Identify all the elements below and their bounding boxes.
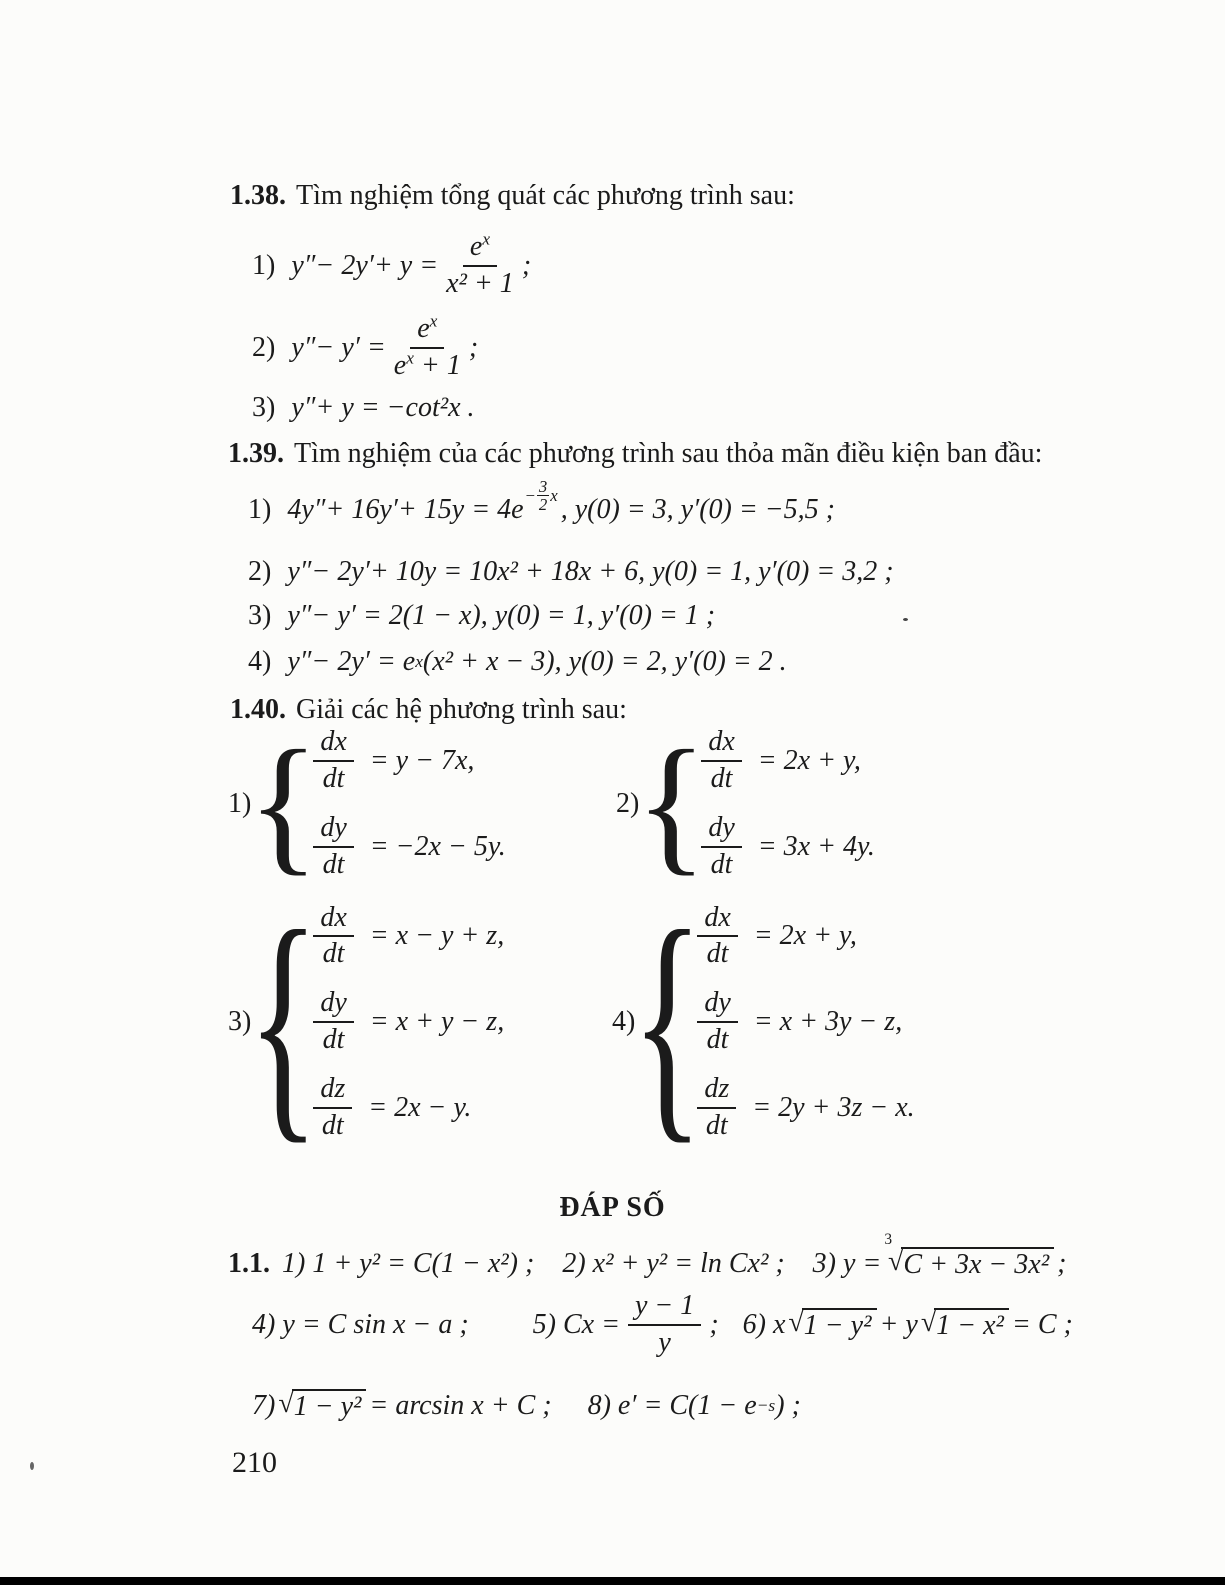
system-equation: $\frac{dx}{dt}$ = 2x + y, bbox=[689, 903, 914, 971]
left-brace: { bbox=[635, 719, 708, 889]
item-number: 2) bbox=[252, 332, 276, 363]
problem-1-38-title: Tìm nghiệm tổng quát các phương trình sau: bbox=[296, 180, 795, 211]
square-root: √ 1 − x² bbox=[921, 1308, 1009, 1342]
system-1 bbox=[228, 719, 506, 889]
item-number: 3) bbox=[252, 392, 276, 423]
square-root: √ 1 − y² bbox=[788, 1308, 876, 1342]
answer-5: 5) Cx = $\frac{y - 1}{y}$ ; bbox=[532, 1290, 719, 1358]
equation-1-38-2 bbox=[252, 306, 478, 390]
system-4 bbox=[612, 879, 915, 1165]
system-equation: $\frac{dy}{dt}$ = x + 3y − z, bbox=[689, 988, 914, 1056]
answer-4: 4) y = C sin x − a ; bbox=[252, 1309, 469, 1340]
problem-1-39-title: Tìm nghiệm của các phương trình sau thỏa mãn điều kiện ban đầu: bbox=[294, 438, 1043, 469]
equation-lhs: y″− 2y′+ y = bbox=[291, 250, 439, 281]
equation-1-39-4: 4) y″− 2y′ = e x (x² + x − 3), y(0) = 2, y′(0) = 2 . bbox=[248, 646, 787, 677]
fraction-numerator: $e^x$ bbox=[410, 314, 444, 349]
equation-1-39-3 bbox=[248, 596, 715, 636]
fraction-denominator: $e^x + 1$ bbox=[393, 348, 461, 381]
system-equations bbox=[689, 903, 914, 1142]
item-number: 4) bbox=[248, 646, 272, 677]
answer-1: 1) 1 + y² = C(1 − x²) ; bbox=[282, 1248, 535, 1279]
item-number: 1) bbox=[252, 250, 276, 281]
equation-text: y″+ y = −cot²x . bbox=[291, 392, 475, 423]
item-number: 2) bbox=[616, 788, 640, 819]
answers-heading: ĐÁP SỐ bbox=[559, 1192, 666, 1223]
cube-root: $^3$ √ C + 3x − 3x² bbox=[884, 1247, 1054, 1281]
system-2 bbox=[616, 719, 875, 889]
answer-6: 6) x √ 1 − y² + y √ 1 − x² = C ; bbox=[742, 1307, 1073, 1342]
system-equation: $\frac{dy}{dt}$ = −2x − 5y. bbox=[305, 813, 505, 881]
answer-3: 3) y = $^3$ √ C + 3x − 3x² ; bbox=[812, 1231, 1067, 1281]
item-number: 1) bbox=[248, 494, 272, 525]
item-number: 3) bbox=[228, 1006, 252, 1037]
equation-lhs: y″− y′ = bbox=[291, 332, 386, 363]
system-equation: $\frac{dx}{dt}$ = x − y + z, bbox=[305, 903, 504, 971]
scan-artifact bbox=[903, 618, 908, 621]
equation-text: y″− 2y′+ 10y = 10x² + 18x + 6, y(0) = 1, y′(0) = 3,2 ; bbox=[287, 556, 894, 587]
equation-post: , y(0) = 3, y′(0) = −5,5 ; bbox=[560, 494, 835, 525]
fraction bbox=[446, 229, 514, 300]
system-equation: $\frac{dy}{dt}$ = 3x + 4y. bbox=[693, 813, 875, 881]
problem-1-39-heading bbox=[228, 438, 1042, 470]
answers-set-number: 1.1. bbox=[228, 1248, 270, 1279]
system-equations bbox=[693, 727, 875, 880]
system-equation: $\frac{dy}{dt}$ = x + y − z, bbox=[305, 988, 504, 1056]
fraction-denominator: x² + 1 bbox=[446, 268, 514, 299]
left-brace: { bbox=[631, 879, 704, 1165]
scan-artifact bbox=[30, 1462, 34, 1470]
answers-row-3 bbox=[252, 1380, 829, 1432]
equation-tail: ; bbox=[468, 332, 479, 363]
equation-1-38-3 bbox=[252, 388, 475, 428]
item-number: 1) bbox=[228, 788, 252, 819]
equation-pre: 4y″+ 16y′+ 15y = 4e bbox=[287, 494, 524, 525]
equation-1-38-1 bbox=[252, 224, 531, 308]
system-equation: $\frac{dz}{dt}$ = 2y + 3z − x. bbox=[689, 1074, 914, 1142]
item-number: 3) bbox=[248, 600, 272, 631]
equation-text: y″− y′ = 2(1 − x), y(0) = 1, y′(0) = 1 ; bbox=[287, 600, 716, 631]
square-root: √ 1 − y² bbox=[278, 1389, 366, 1423]
answers-row-1 bbox=[228, 1231, 1094, 1290]
problem-1-40-number: 1.40. bbox=[230, 694, 286, 725]
equation-tail: ; bbox=[521, 250, 532, 281]
answer-8: 8) e′ = C(1 − e −s ) ; bbox=[587, 1390, 801, 1421]
page-number: 210 bbox=[232, 1446, 277, 1479]
problem-1-38-heading bbox=[230, 180, 795, 212]
exponent-fraction: − $\frac{3}{2}$ x bbox=[524, 476, 558, 515]
equation-1-39-2 bbox=[248, 552, 894, 592]
problem-1-39-number: 1.39. bbox=[228, 438, 284, 469]
equation-1-39-1 bbox=[248, 476, 835, 538]
scan-edge-bar bbox=[0, 1577, 1225, 1585]
equation-pre: y″− 2y′ = e bbox=[287, 646, 416, 677]
item-number: 2) bbox=[248, 556, 272, 587]
system-equations bbox=[305, 727, 505, 880]
fraction-numerator: $e^x$ bbox=[463, 232, 497, 267]
system-equation: $\frac{dz}{dt}$ = 2x − y. bbox=[305, 1074, 504, 1142]
small-fraction: $\frac{3}{2}$ bbox=[538, 476, 548, 515]
equation-post: (x² + x − 3), y(0) = 2, y′(0) = 2 . bbox=[422, 646, 787, 677]
system-equations bbox=[305, 903, 504, 1142]
answer-7: 7) √ 1 − y² = arcsin x + C ; bbox=[252, 1388, 552, 1423]
system-equation: $\frac{dx}{dt}$ = 2x + y, bbox=[693, 727, 875, 795]
problem-1-38-number: 1.38. bbox=[230, 180, 286, 211]
left-brace: { bbox=[247, 879, 320, 1165]
answer-2: 2) x² + y² = ln Cx² ; bbox=[562, 1248, 785, 1279]
system-3 bbox=[228, 879, 505, 1165]
problem-1-40-title: Giải các hệ phương trình sau: bbox=[296, 694, 627, 725]
answers-row-2 bbox=[252, 1292, 1101, 1358]
item-number: 4) bbox=[612, 1006, 636, 1037]
fraction: $\frac{y - 1}{y}$ bbox=[628, 1291, 701, 1359]
system-equation: $\frac{dx}{dt}$ = y − 7x, bbox=[305, 727, 505, 795]
left-brace: { bbox=[247, 719, 320, 889]
fraction bbox=[393, 311, 461, 382]
